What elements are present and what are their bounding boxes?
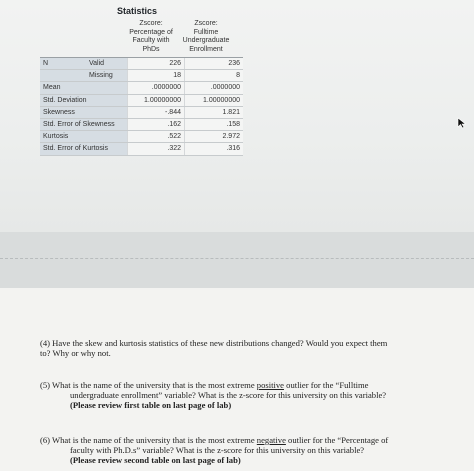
cell-value: 1.821: [185, 106, 244, 118]
mouse-cursor-icon: [457, 117, 467, 129]
cell-value: .0000000: [128, 82, 185, 94]
row-sublabel: Missing: [86, 70, 128, 82]
cell-value: .522: [128, 131, 185, 143]
cell-value: 2.972: [185, 131, 244, 143]
question-4: (4) Have the skew and kurtosis statistics of these new distributions changed? Would you expect them to? Why or why not.: [40, 338, 388, 358]
dotted-divider: [0, 258, 474, 259]
table-row: [40, 94, 243, 106]
row-label: Std. Error of Skewness: [40, 118, 128, 130]
row-sublabel: Valid: [86, 58, 128, 70]
question-5: (5) What is the name of the university that is the most extreme positive outlier for the “Fulltime undergraduate enrollment” variable? What is the z-score for this university on this variable? (Please review first table on last page of lab): [40, 380, 440, 410]
cell-value: .162: [128, 118, 185, 130]
table-row: [40, 131, 243, 143]
row-label: Mean: [40, 82, 128, 94]
column-header-enrollment-zscore: Zscore: Fulltime Undergraduate Enrollment: [182, 20, 230, 53]
cell-value: .0000000: [185, 82, 244, 94]
cell-value: -.844: [128, 106, 185, 118]
row-label: [40, 70, 86, 82]
cell-value: 236: [185, 58, 244, 70]
cell-value: .322: [128, 143, 185, 155]
cell-value: 8: [185, 70, 244, 82]
row-label: N: [40, 58, 86, 70]
cell-value: 226: [128, 58, 185, 70]
question-6-note: (Please review second table on last page of lab): [70, 455, 241, 465]
table-row: [40, 143, 243, 155]
cell-value: .158: [185, 118, 244, 130]
cell-value: .316: [185, 143, 244, 155]
cell-value: 1.00000000: [185, 94, 244, 106]
page-gap: [0, 232, 474, 288]
column-header-phd-zscore: Zscore: Percentage of Faculty with PhDs: [129, 20, 173, 53]
row-label: Std. Deviation: [40, 94, 128, 106]
question-5-note: (Please review first table on last page of lab): [70, 400, 232, 410]
cell-value: 1.00000000: [128, 94, 185, 106]
question-6: (6) What is the name of the university that is the most extreme negative outlier for the “Percentage of faculty with Ph.D.s” variable? What is the z-score for this university on this variable? (Please review second table on last page of lab): [40, 435, 440, 465]
row-label: Skewness: [40, 106, 128, 118]
statistics-title: Statistics: [117, 6, 158, 16]
row-label: Kurtosis: [40, 131, 128, 143]
row-label: Std. Error of Kurtosis: [40, 143, 128, 155]
table-row: [40, 118, 243, 130]
statistics-table: [40, 57, 243, 156]
cell-value: 18: [128, 70, 185, 82]
table-row: [40, 58, 243, 70]
table-row: [40, 106, 243, 118]
table-row: [40, 82, 243, 94]
table-row: [40, 70, 243, 82]
